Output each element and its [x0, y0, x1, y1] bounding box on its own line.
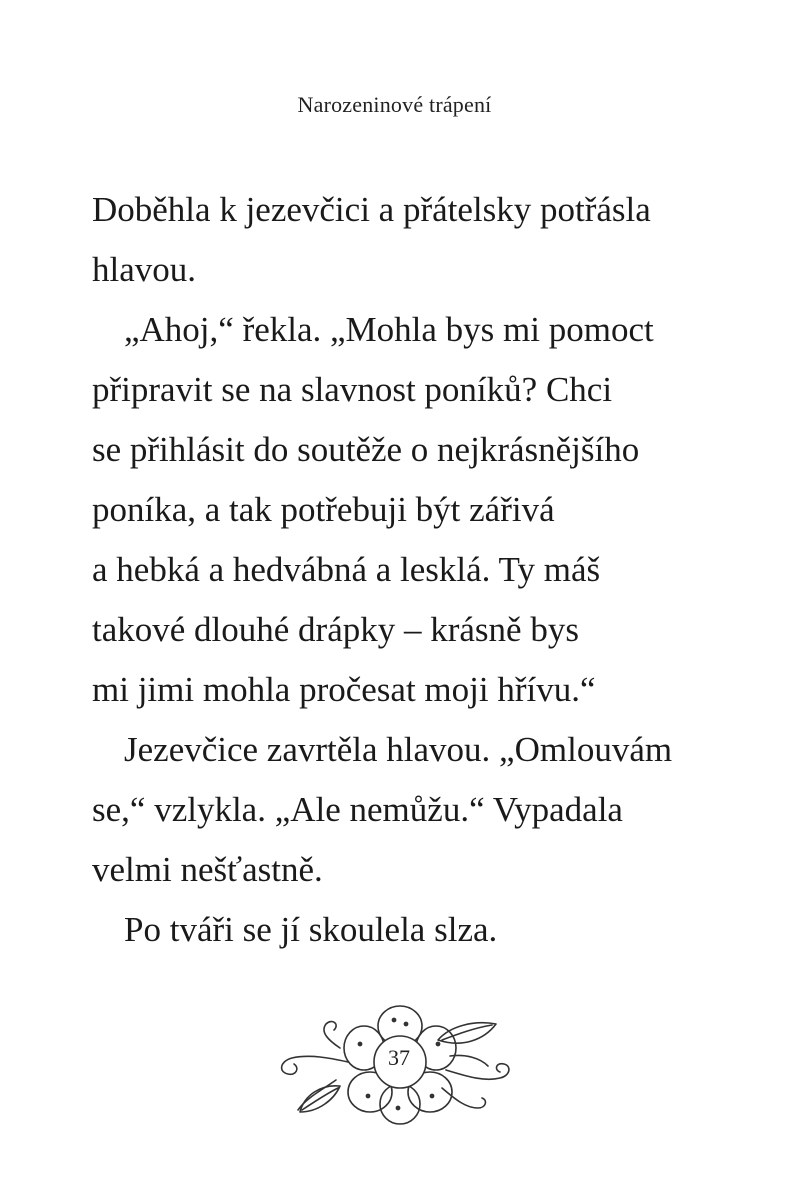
text-line: poníka, a tak potřebuji být zářivá: [92, 490, 555, 529]
text-line: takové dlouhé drápky – krásně bys: [92, 610, 579, 649]
text-line: připravit se na slavnost poníků? Chci: [92, 370, 613, 409]
text-line: se přihlásit do soutěže o nejkrásnějšího: [92, 430, 640, 469]
body-text: [92, 180, 732, 960]
text-line: velmi nešťastně.: [92, 850, 323, 889]
page-number: 37: [388, 1045, 410, 1070]
text-line: hlavou.: [92, 250, 197, 289]
text-line: mi jimi mohla pročesat moji hřívu.“: [92, 670, 596, 709]
running-head-title: Narozeninové trápení: [297, 92, 492, 117]
text-line: se,“ vzlykla. „Ale nemůžu.“ Vypadala: [92, 790, 623, 829]
text-line: Jezevčice zavrtěla hlavou. „Omlouvám: [124, 730, 673, 769]
text-line: „Ahoj,“ řekla. „Mohla bys mi pomoct: [124, 310, 654, 349]
text-line: Po tváři se jí skoulela slza.: [124, 910, 498, 949]
text-line: Doběhla k jezevčici a přátelsky potřásla: [92, 190, 651, 229]
text-line: a hebká a hedvábná a lesklá. Ty máš: [92, 550, 601, 589]
